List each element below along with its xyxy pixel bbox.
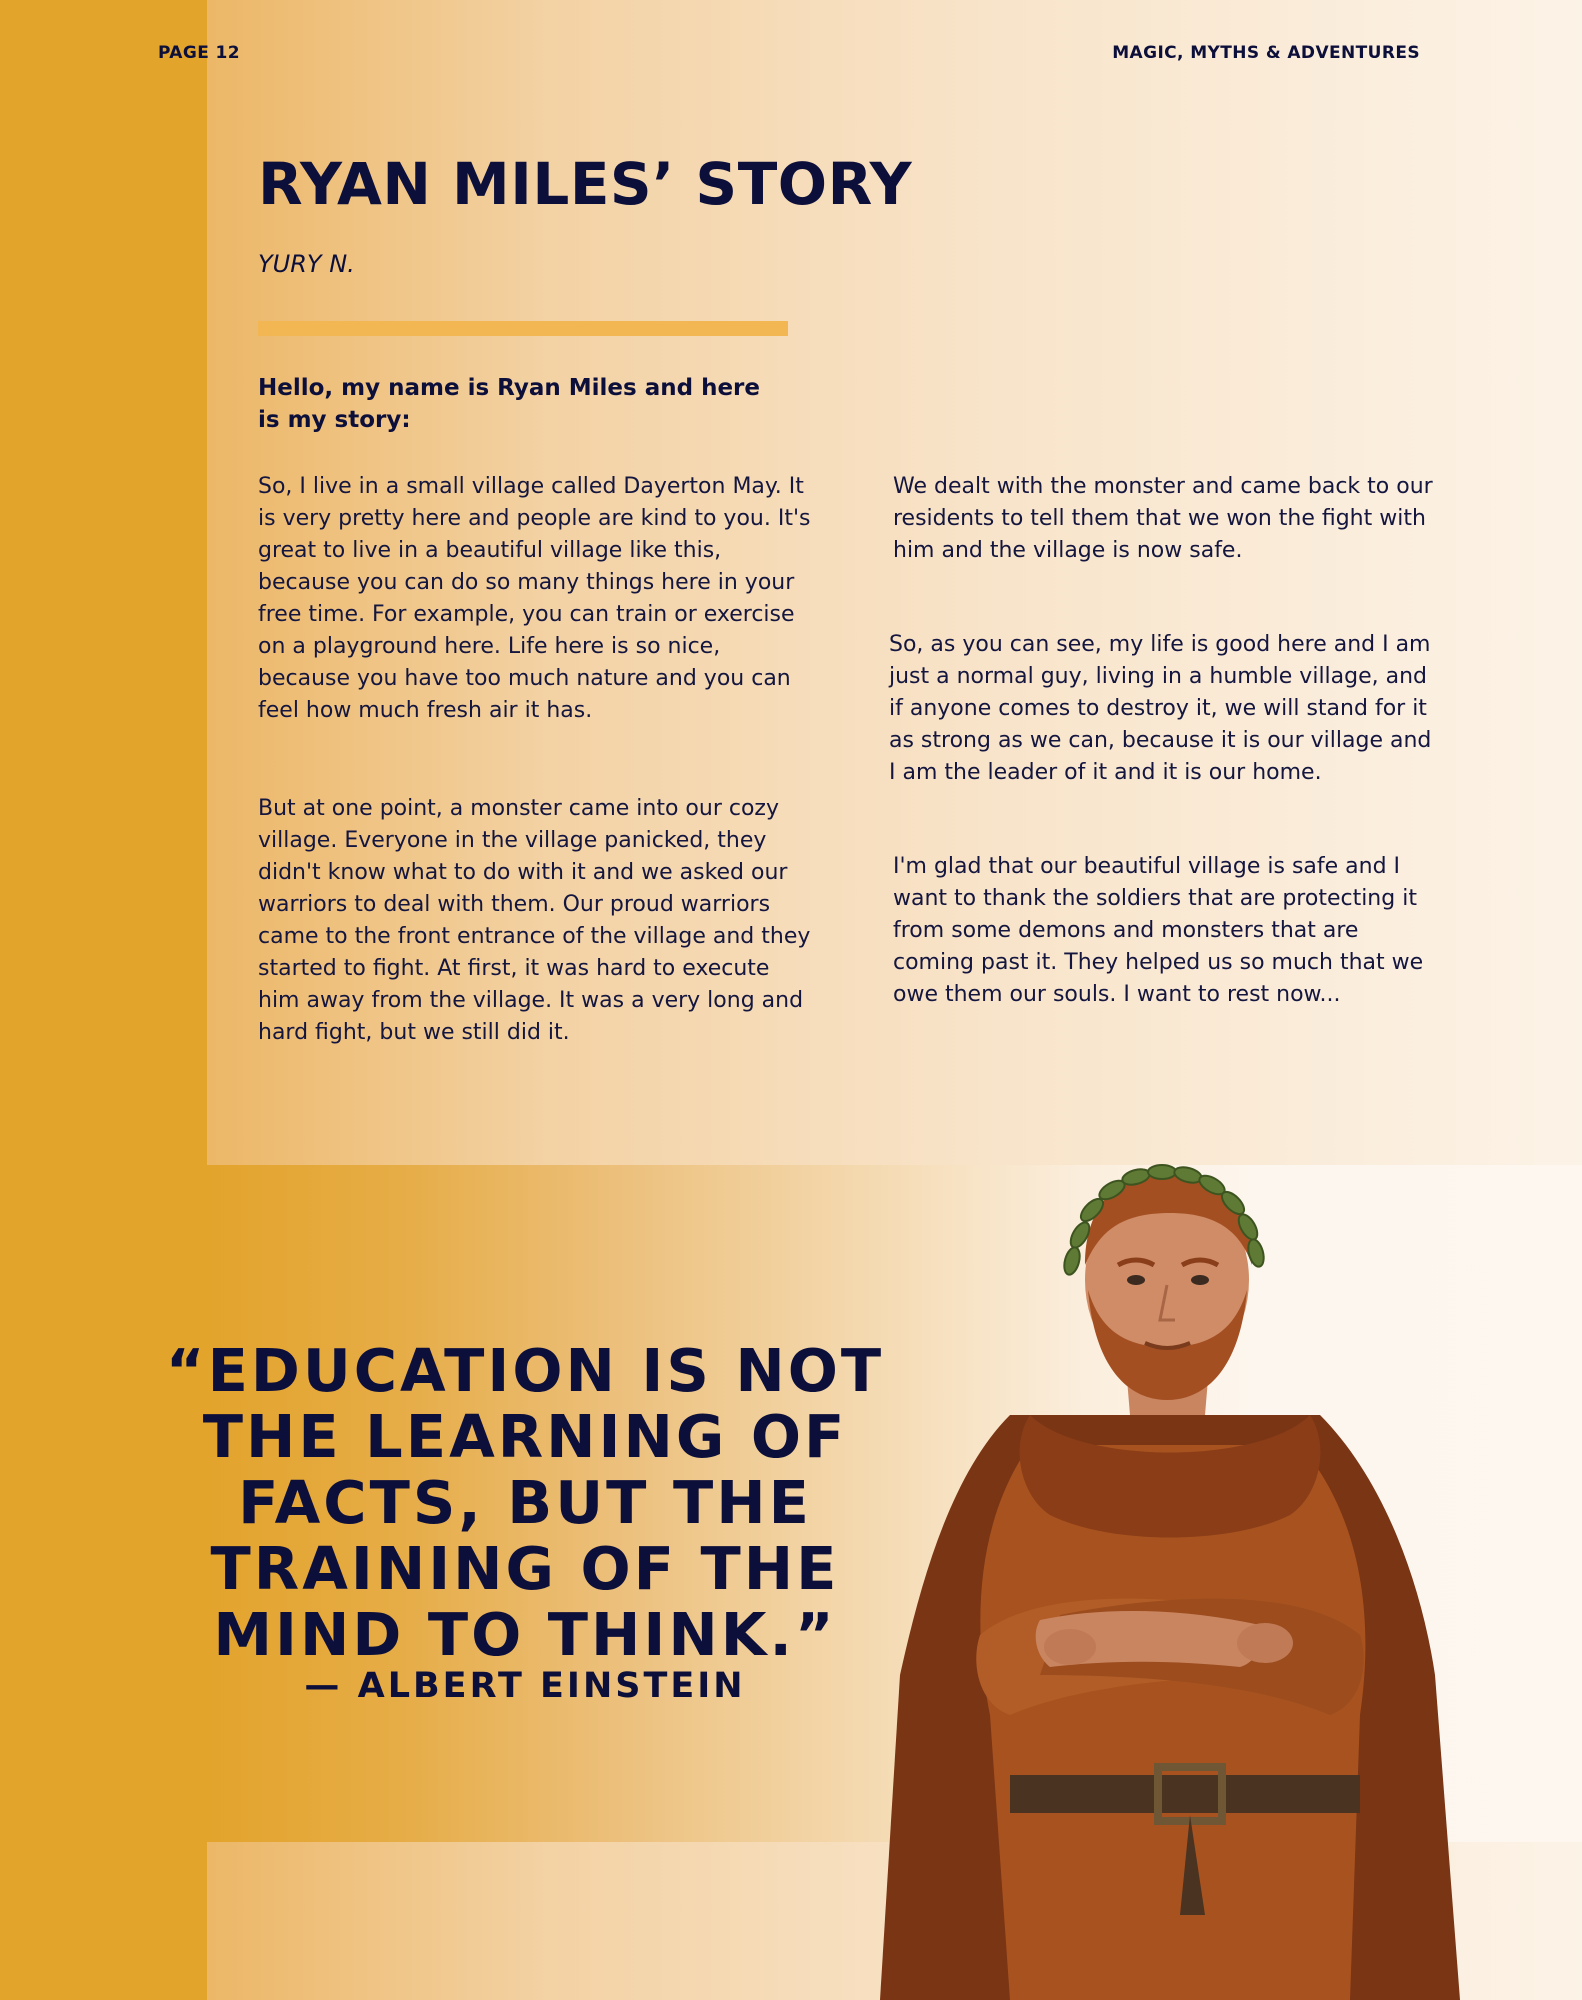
paragraph-2: But at one point, a monster came into our cozy village. Everyone in the village panicked, they didn't know what to do with it and we asked our warriors to deal with them. Our proud warriors came to the front entrance of the village and they started to fight. At first, it was hard to execute him away from the village. It was a very long and hard fight, but we still did it. <box>258 796 811 1045</box>
paragraph-3: We dealt with the monster and came back to our residents to tell them that we won the fight with him and the village is now safe. <box>893 474 1433 563</box>
page-number: PAGE 12 <box>158 43 240 63</box>
paragraph-5: I'm glad that our beautiful village is safe and I want to thank the soldiers that are protecting it from some demons and monsters that are coming past it. They helped us so much that we owe them our souls. I want to rest now... <box>893 854 1424 1007</box>
article-intro: Hello, my name is Ryan Miles and here is my story: <box>258 375 760 433</box>
quote-attribution: — ALBERT EINSTEIN <box>304 1666 746 1706</box>
title-divider <box>258 321 788 336</box>
roman-man-portrait-icon <box>860 1115 1480 2000</box>
paragraph-4: So, as you can see, my life is good here and I am just a normal guy, living in a humble village, and if anyone comes to destroy it, we will stand for it as strong as we can, because it is our village and I am the leader of it and it is our home. <box>889 632 1432 785</box>
article-author: YURY N. <box>258 250 355 278</box>
pull-quote: “EDUCATION IS NOT THE LEARNING OF FACTS, BUT THE TRAINING OF THE MIND TO THINK.” <box>165 1336 885 1669</box>
article-title: RYAN MILES’ STORY <box>258 150 913 218</box>
paragraph-1: So, I live in a small village called Dayerton May. It is very pretty here and people are kind to you. It's great to live in a beautiful village like this, because you can do so many things here in your free time. For example, you can train or exercise on a playground here. Life here is so nice, because you have too much nature and you can feel how much fresh air it has. <box>258 474 811 723</box>
publication-name: MAGIC, MYTHS & ADVENTURES <box>1112 43 1420 63</box>
